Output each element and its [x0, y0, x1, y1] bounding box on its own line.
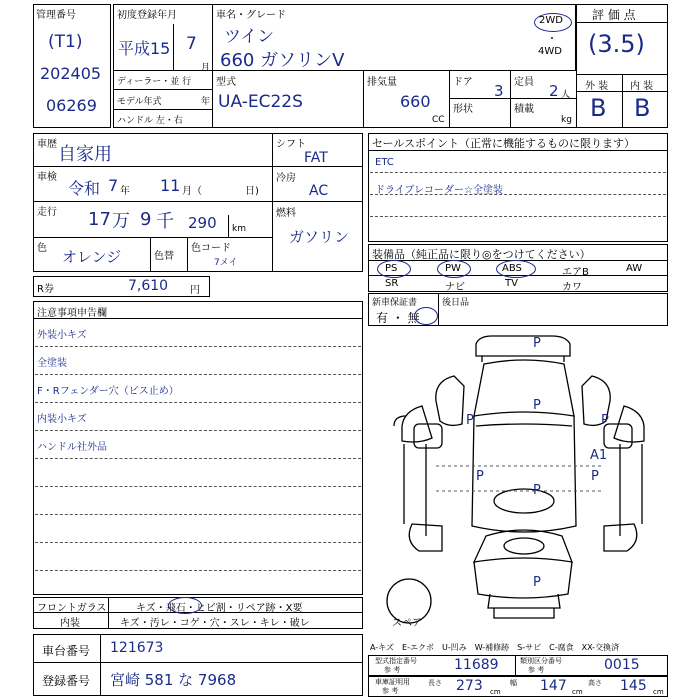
- mgmt-num2: 06269: [46, 96, 97, 115]
- note-item-3: F・Rフェンダー穴（ビス止め）: [37, 386, 179, 397]
- dealer-label: ディーラー・並 行: [117, 77, 192, 87]
- damage-legend: A-キズ E-エクボ U-凹み W-補修跡 S-サビ C-腐食 XX-交換済: [370, 643, 620, 652]
- note-rule: [35, 402, 361, 403]
- cap-load: 積載: [514, 104, 534, 115]
- recycle-box: [33, 276, 210, 297]
- mgmt-label: 管理番号: [36, 10, 76, 21]
- damage-mark-p1: P: [533, 336, 541, 351]
- name-line1: ツイン: [224, 27, 275, 47]
- drive-dot: ・: [547, 34, 557, 45]
- model-label: 型式: [216, 77, 236, 88]
- door-shape: 形状: [453, 104, 473, 115]
- color-change: 色替: [154, 251, 174, 262]
- damage-mark-p7: P: [591, 469, 599, 484]
- notes-label: 注意事項申告欄: [37, 308, 107, 319]
- reg-era: 平成15: [118, 39, 171, 58]
- sales-item-2: ドライブレコーダー☆全塗装: [375, 185, 503, 196]
- damage-mark-p8: P: [533, 575, 541, 590]
- cap-load-unit: kg: [561, 115, 572, 125]
- mileage-man-unit: 万: [112, 211, 130, 232]
- rating-score: (3.5): [588, 30, 645, 58]
- color-value: オレンジ: [62, 248, 122, 266]
- warranty-none-circle: [414, 307, 438, 325]
- mileage-unit: km: [232, 224, 246, 234]
- shift-label: シフト: [276, 139, 306, 150]
- car-diagram: [364, 326, 668, 636]
- color-code-label: 色コード: [191, 243, 231, 254]
- inspection-month-unit: 月（: [182, 186, 202, 197]
- color-label: 色: [37, 243, 47, 254]
- door-label: ドア: [453, 77, 473, 88]
- equip-ps: PS: [385, 263, 398, 274]
- inspection-era: 令和: [68, 179, 101, 198]
- dims-sub: 参 考: [382, 687, 399, 695]
- sales-label: セールスポイント（正常に機能するものに限ります）: [372, 137, 636, 150]
- fuel-value: ガソリン: [289, 228, 350, 246]
- equip-label: 装備品（純正品に限り◎をつけてください）: [372, 248, 591, 261]
- equip-abs: ABS: [502, 263, 522, 274]
- cap-unit: 人: [561, 90, 571, 100]
- note-rule: [35, 514, 361, 515]
- chassis-label: 車台番号: [42, 644, 91, 658]
- cap-label: 定員: [514, 77, 534, 88]
- door-value: 3: [494, 82, 504, 100]
- note-item-4: 内装小キズ: [37, 414, 87, 425]
- cap-value: 2: [549, 82, 559, 100]
- glass-value: キズ・飛石・ヒビ割・リペア跡・X要: [136, 603, 303, 614]
- damage-mark-p2: P: [533, 398, 541, 413]
- damage-mark-p6: P: [533, 483, 541, 498]
- mileage-sen: 9: [140, 209, 152, 230]
- dims-hgt-label: 高さ: [588, 679, 602, 687]
- dims-hgt: 145: [620, 678, 647, 694]
- spec-cat-sub: 参 考: [528, 666, 545, 674]
- equip-navi: ナビ: [445, 282, 465, 293]
- equip-tv: TV: [505, 278, 518, 289]
- name-label: 車名・グレード: [216, 10, 286, 21]
- dims-hgt-unit: cm: [653, 688, 664, 696]
- damage-mark-p3: P: [466, 413, 474, 428]
- dims-len: 273: [456, 678, 483, 694]
- chassis-value: 121673: [110, 640, 164, 656]
- note-item-2: 全塗装: [37, 358, 67, 369]
- inspection-year-unit: 年: [120, 186, 130, 197]
- dims-len-label: 長さ: [428, 679, 442, 687]
- interior-label: 内装: [60, 618, 80, 629]
- dealer-year-unit: 年: [201, 97, 211, 107]
- note-item-5: ハンドル社外品: [37, 442, 107, 453]
- name-line2: 660 ガソリンV: [220, 50, 345, 71]
- note-rule: [35, 570, 361, 571]
- rating-label: 評 価 点: [592, 8, 636, 22]
- reg-label: 初度登録年月: [117, 10, 177, 21]
- rating-int-label: 内 装: [630, 81, 654, 92]
- recycle-value: 7,610: [128, 278, 169, 294]
- history-label: 車歴: [37, 139, 57, 150]
- drive-4wd: 4WD: [538, 46, 562, 57]
- dims-wid: 147: [540, 678, 567, 694]
- ac-label: 冷房: [276, 173, 296, 184]
- drive-2wd: 2WD: [539, 15, 563, 26]
- note-rule: [35, 374, 361, 375]
- equip-abs-circle: [496, 260, 536, 278]
- warranty-manual: 後日品: [442, 298, 470, 308]
- sales-item-1: ETC: [375, 157, 394, 168]
- plate-value: 宮崎 581 な 7968: [110, 671, 237, 689]
- dims-label: 車庫証明用: [375, 678, 410, 686]
- inspection-year: 7: [108, 176, 119, 195]
- mgmt-code: (T1): [48, 32, 83, 52]
- equip-pw: PW: [445, 263, 461, 274]
- mileage-label: 走行: [37, 207, 57, 218]
- note-rule: [35, 430, 361, 431]
- equip-aw: AW: [626, 263, 643, 274]
- note-rule: [35, 542, 361, 543]
- note-rule: [35, 458, 361, 459]
- spec-type-sub: 参 考: [384, 666, 401, 674]
- reg-month: 7: [186, 34, 197, 54]
- dims-wid-unit: cm: [572, 688, 583, 696]
- damage-mark-p4: P: [601, 413, 609, 428]
- disp-unit: CC: [432, 115, 445, 125]
- spec-type-value: 11689: [454, 657, 499, 673]
- spec-cat-label: 類別区分番号: [520, 657, 562, 665]
- disp-value: 660: [400, 92, 431, 111]
- spec-cat-value: 0015: [604, 657, 640, 673]
- rating-int: B: [634, 94, 651, 122]
- inspection-day-unit: 日): [245, 186, 259, 197]
- recycle-label: R券: [37, 284, 54, 295]
- mileage-man: 17: [88, 209, 111, 230]
- mileage-sen-unit: 千: [156, 211, 174, 232]
- mileage-rest: 290: [188, 214, 217, 232]
- dims-len-unit: cm: [490, 688, 501, 696]
- note-rule: [35, 486, 361, 487]
- equip-sr: SR: [385, 278, 399, 289]
- model-value: UA-EC22S: [218, 92, 303, 112]
- damage-mark-a1: A1: [590, 448, 608, 463]
- dims-wid-label: 幅: [510, 679, 517, 687]
- dealer-model-year: モデル年式: [117, 97, 162, 107]
- note-item-1: 外装小キズ: [37, 330, 87, 341]
- warranty-value: 有 ・ 無: [376, 311, 420, 325]
- disp-label: 排気量: [367, 77, 397, 88]
- damage-mark-p5: P: [476, 469, 484, 484]
- equip-leather: カワ: [562, 282, 582, 293]
- recycle-unit: 円: [190, 285, 200, 296]
- shift-value: FAT: [304, 150, 328, 166]
- equip-pw-circle: [437, 260, 471, 278]
- ac-value: AC: [309, 183, 329, 199]
- inspection-label: 車検: [37, 172, 57, 183]
- interior-value: キズ・汚レ・コゲ・穴・スレ・キレ・破レ: [120, 618, 310, 629]
- equip-ps-circle: [377, 260, 411, 278]
- glass-chip-circle: [168, 597, 202, 614]
- mgmt-num1: 202405: [40, 64, 102, 83]
- warranty-label: 新車保証書: [372, 298, 418, 308]
- rating-ext: B: [590, 94, 607, 122]
- spare-label: スペア: [392, 618, 422, 629]
- inspection-month: 11: [160, 176, 181, 195]
- note-rule: [35, 346, 361, 347]
- equip-airbag: エアB: [562, 267, 589, 278]
- spec-type-label: 型式指定番号: [375, 657, 417, 665]
- history-value: 自家用: [58, 144, 112, 165]
- reg-month-unit: 月: [201, 63, 211, 73]
- color-code: 7メイ: [214, 258, 238, 268]
- rating-ext-label: 外 装: [585, 81, 609, 92]
- fuel-label: 燃料: [276, 208, 296, 219]
- glass-label: フロントガラス: [37, 603, 107, 614]
- plate-label: 登録番号: [42, 674, 91, 688]
- dealer-handle: ハンドル 左・右: [117, 116, 183, 126]
